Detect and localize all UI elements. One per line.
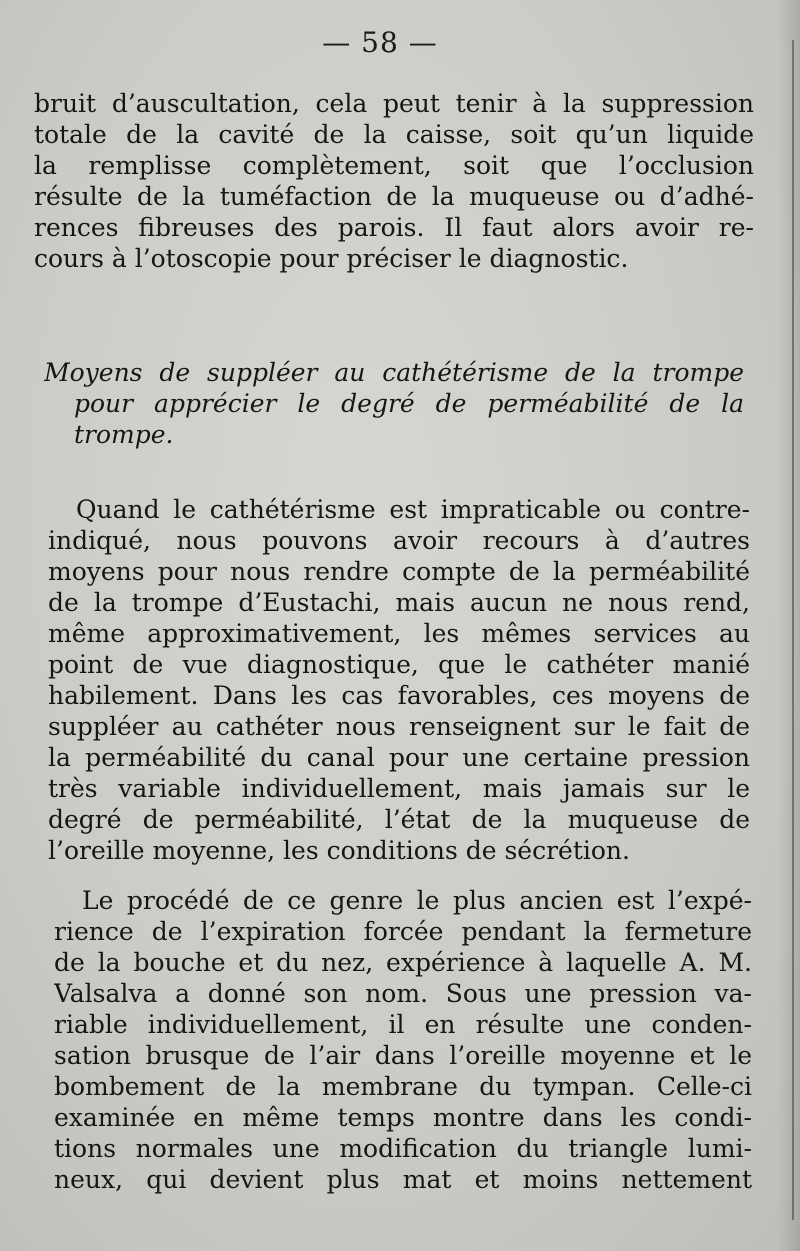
text-line: la perméabilité du canal pour une certaine pression [48, 743, 750, 772]
text-line: tions normales une modification du triangle lumi- [54, 1134, 752, 1163]
text-line: bruit d’auscultation, cela peut tenir à la suppression [34, 89, 754, 118]
text-line: très variable individuellement, mais jamais sur le [48, 774, 750, 803]
page-edge-shadow [778, 0, 800, 1251]
paragraph-1 [34, 88, 754, 274]
text-line: moyens pour nous rendre compte de la perméabilité [48, 557, 750, 586]
text-line: neux, qui devient plus mat et moins nettement [54, 1165, 752, 1194]
text-line: examinée en même temps montre dans les condi- [54, 1103, 752, 1132]
heading-line: Moyens de suppléer au cathétérisme de la trompe [44, 358, 744, 387]
text-line: même approximativement, les mêmes services au [48, 619, 750, 648]
paragraph-3 [54, 885, 752, 1195]
text-line: cours à l’otoscopie pour préciser le diagnostic. [34, 244, 629, 273]
text-line: totale de la cavité de la caisse, soit qu’un liquide [34, 120, 754, 149]
paragraph-2 [48, 494, 750, 866]
text-line: rences fibreuses des parois. Il faut alors avoir re- [34, 213, 754, 242]
text-line: de la bouche et du nez, expérience à laquelle A. M. [54, 948, 752, 977]
text-line: résulte de la tuméfaction de la muqueuse ou d’adhé- [34, 182, 754, 211]
text-line: indiqué, nous pouvons avoir recours à d’autres [48, 526, 750, 555]
text-line: de la trompe d’Eustachi, mais aucun ne nous rend, [48, 588, 750, 617]
text-line: Valsalva a donné son nom. Sous une pression va- [54, 979, 752, 1008]
text-line: point de vue diagnostique, que le cathéter manié [48, 650, 750, 679]
text-line: rience de l’expiration forcée pendant la fermeture [54, 917, 752, 946]
text-line: habilement. Dans les cas favorables, ces moyens de [48, 681, 750, 710]
section-heading [44, 357, 744, 450]
text-line: sation brusque de l’air dans l’oreille moyenne et le [54, 1041, 752, 1070]
text-line: Quand le cathétérisme est impraticable ou contre- [76, 495, 750, 524]
page-number: — 58 — [322, 26, 438, 59]
text-line: suppléer au cathéter nous renseignent sur le fait de [48, 712, 750, 741]
text-line: bombement de la membrane du tympan. Celle-ci [54, 1072, 752, 1101]
text-line: la remplisse complètement, soit que l’occlusion [34, 151, 754, 180]
text-line: Le procédé de ce genre le plus ancien est l’expé- [82, 886, 752, 915]
heading-line: trompe. [74, 420, 174, 449]
text-line: riable individuellement, il en résulte une conden- [54, 1010, 752, 1039]
text-line: degré de perméabilité, l’état de la muqueuse de [48, 805, 750, 834]
page-edge-line [792, 40, 794, 1220]
text-line: l’oreille moyenne, les conditions de sécrétion. [48, 836, 630, 865]
heading-line: pour apprécier le degré de perméabilité de la [74, 389, 744, 418]
